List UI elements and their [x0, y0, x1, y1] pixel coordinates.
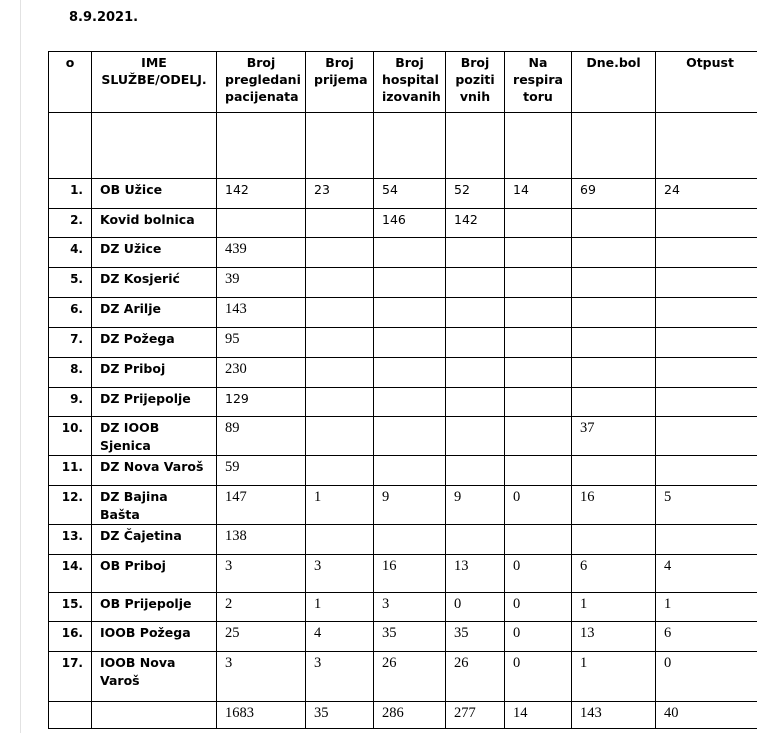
cell-days — [572, 209, 656, 238]
cell-respirator — [505, 456, 572, 486]
cell-admissions — [306, 358, 374, 388]
totals-days: 143 — [572, 702, 656, 729]
cell-examined: 3 — [217, 555, 306, 593]
header-num: o — [49, 52, 92, 113]
cell-hospitalized — [374, 268, 446, 298]
cell-days — [572, 388, 656, 417]
cell-name: DZ Užice — [92, 238, 217, 268]
table-row — [49, 622, 757, 652]
table-row — [49, 209, 757, 238]
cell-hospitalized: 9 — [374, 486, 446, 525]
header-examined: Broj pregledani pacijenata — [217, 52, 306, 113]
cell-days: 69 — [572, 179, 656, 209]
header-row — [49, 52, 757, 113]
totals-hospitalized: 286 — [374, 702, 446, 729]
cell-num: 15. — [49, 593, 92, 622]
cell-num: 6. — [49, 298, 92, 328]
cell-name: DZ Nova Varoš — [92, 456, 217, 486]
table-row — [49, 525, 757, 555]
cell-admissions: 3 — [306, 652, 374, 702]
cell-examined: 129 — [217, 388, 306, 417]
table-row — [49, 268, 757, 298]
cell-name: DZ Čajetina — [92, 525, 217, 555]
cell-num: 2. — [49, 209, 92, 238]
cell-positive — [446, 417, 505, 456]
cell-hospitalized — [374, 358, 446, 388]
cell-respirator: 0 — [505, 622, 572, 652]
cell-positive — [446, 268, 505, 298]
header-days: Dne.bol — [572, 52, 656, 113]
totals-admissions: 35 — [306, 702, 374, 729]
header-admissions: Broj prijema — [306, 52, 374, 113]
cell-discharge — [656, 358, 757, 388]
cell-examined: 95 — [217, 328, 306, 358]
page-margin-line — [20, 0, 21, 733]
cell-hospitalized — [374, 238, 446, 268]
cell-days: 1 — [572, 593, 656, 622]
cell-respirator: 0 — [505, 555, 572, 593]
cell-respirator: 0 — [505, 652, 572, 702]
cell-days — [572, 456, 656, 486]
header-hospitalized: Broj hospital izovanih — [374, 52, 446, 113]
cell-examined: 89 — [217, 417, 306, 456]
cell-examined — [217, 209, 306, 238]
header-discharge: Otpust — [656, 52, 757, 113]
cell-examined: 439 — [217, 238, 306, 268]
blank-cell — [656, 113, 757, 179]
cell-days: 13 — [572, 622, 656, 652]
report-date: 8.9.2021. — [69, 10, 139, 25]
cell-num: 4. — [49, 238, 92, 268]
cell-respirator — [505, 358, 572, 388]
cell-examined: 25 — [217, 622, 306, 652]
cell-num: 16. — [49, 622, 92, 652]
cell-positive: 26 — [446, 652, 505, 702]
table-row — [49, 555, 757, 593]
cell-hospitalized — [374, 456, 446, 486]
cell-name: DZ Bajina Bašta — [92, 486, 217, 525]
cell-admissions — [306, 417, 374, 456]
cell-discharge: 1 — [656, 593, 757, 622]
blank-cell — [92, 113, 217, 179]
cell-respirator — [505, 525, 572, 555]
table-row — [49, 652, 757, 702]
cell-admissions — [306, 328, 374, 358]
cell-discharge — [656, 268, 757, 298]
cell-discharge: 24 — [656, 179, 757, 209]
cell-days — [572, 358, 656, 388]
totals-num — [49, 702, 92, 729]
cell-discharge — [656, 209, 757, 238]
cell-respirator — [505, 417, 572, 456]
cell-days — [572, 268, 656, 298]
table-row — [49, 456, 757, 486]
cell-num: 5. — [49, 268, 92, 298]
header-positive: Broj poziti vnih — [446, 52, 505, 113]
totals-respirator: 14 — [505, 702, 572, 729]
cell-name: IOOB Požega — [92, 622, 217, 652]
cell-hospitalized — [374, 525, 446, 555]
cell-num: 11. — [49, 456, 92, 486]
cell-name: DZ Arilje — [92, 298, 217, 328]
table-row — [49, 417, 757, 456]
blank-cell — [217, 113, 306, 179]
cell-discharge: 4 — [656, 555, 757, 593]
totals-name — [92, 702, 217, 729]
table-row — [49, 486, 757, 525]
cell-respirator: 0 — [505, 486, 572, 525]
blank-cell — [49, 113, 92, 179]
cell-respirator: 0 — [505, 593, 572, 622]
cell-admissions — [306, 298, 374, 328]
totals-row — [49, 702, 757, 729]
blank-cell — [446, 113, 505, 179]
cell-num: 17. — [49, 652, 92, 702]
cell-num: 8. — [49, 358, 92, 388]
cell-respirator — [505, 209, 572, 238]
blank-cell — [572, 113, 656, 179]
blank-cell — [306, 113, 374, 179]
cell-admissions — [306, 388, 374, 417]
cell-num: 7. — [49, 328, 92, 358]
cell-hospitalized — [374, 417, 446, 456]
cell-name: IOOB Nova Varoš — [92, 652, 217, 702]
cell-name: OB Prijepolje — [92, 593, 217, 622]
cell-discharge — [656, 417, 757, 456]
cell-positive — [446, 388, 505, 417]
cell-examined: 230 — [217, 358, 306, 388]
cell-name: DZ Priboj — [92, 358, 217, 388]
cell-positive: 142 — [446, 209, 505, 238]
cell-hospitalized: 26 — [374, 652, 446, 702]
cell-name: Kovid bolnica — [92, 209, 217, 238]
cell-admissions: 1 — [306, 486, 374, 525]
cell-discharge — [656, 328, 757, 358]
table-row — [49, 179, 757, 209]
cell-days: 16 — [572, 486, 656, 525]
cell-name: DZ IOOB Sjenica — [92, 417, 217, 456]
blank-row — [49, 113, 757, 179]
cell-examined: 142 — [217, 179, 306, 209]
cell-days — [572, 238, 656, 268]
cell-num: 14. — [49, 555, 92, 593]
cell-name: DZ Prijepolje — [92, 388, 217, 417]
cell-name: DZ Požega — [92, 328, 217, 358]
cell-hospitalized: 35 — [374, 622, 446, 652]
cell-admissions — [306, 209, 374, 238]
cell-days: 1 — [572, 652, 656, 702]
header-name: IME SLUŽBE/ODELJ. — [92, 52, 217, 113]
cell-discharge: 5 — [656, 486, 757, 525]
cell-discharge — [656, 298, 757, 328]
cell-positive — [446, 238, 505, 268]
cell-positive — [446, 298, 505, 328]
cell-respirator — [505, 328, 572, 358]
cell-hospitalized: 146 — [374, 209, 446, 238]
totals-examined: 1683 — [217, 702, 306, 729]
cell-respirator — [505, 388, 572, 417]
cell-positive — [446, 328, 505, 358]
cell-admissions — [306, 268, 374, 298]
cell-admissions: 4 — [306, 622, 374, 652]
cell-days — [572, 328, 656, 358]
cell-name: OB Užice — [92, 179, 217, 209]
cell-discharge — [656, 238, 757, 268]
cell-admissions — [306, 525, 374, 555]
cell-num: 1. — [49, 179, 92, 209]
cell-positive: 13 — [446, 555, 505, 593]
table-row — [49, 358, 757, 388]
header-respirator: Na respira toru — [505, 52, 572, 113]
table-row — [49, 328, 757, 358]
blank-cell — [505, 113, 572, 179]
cell-positive: 52 — [446, 179, 505, 209]
cell-name: OB Priboj — [92, 555, 217, 593]
cell-hospitalized: 54 — [374, 179, 446, 209]
totals-discharge: 40 — [656, 702, 757, 729]
cell-num: 12. — [49, 486, 92, 525]
cell-admissions: 3 — [306, 555, 374, 593]
cell-admissions — [306, 456, 374, 486]
cell-positive — [446, 358, 505, 388]
cell-hospitalized — [374, 328, 446, 358]
cell-hospitalized: 3 — [374, 593, 446, 622]
cell-respirator — [505, 268, 572, 298]
cell-admissions — [306, 238, 374, 268]
cell-admissions: 1 — [306, 593, 374, 622]
cell-respirator: 14 — [505, 179, 572, 209]
cell-discharge: 0 — [656, 652, 757, 702]
cell-positive: 35 — [446, 622, 505, 652]
cell-name: DZ Kosjerić — [92, 268, 217, 298]
cell-examined: 147 — [217, 486, 306, 525]
cell-positive — [446, 456, 505, 486]
cell-admissions: 23 — [306, 179, 374, 209]
cell-examined: 2 — [217, 593, 306, 622]
cell-respirator — [505, 298, 572, 328]
cell-discharge — [656, 525, 757, 555]
cell-hospitalized: 16 — [374, 555, 446, 593]
cell-num: 9. — [49, 388, 92, 417]
cell-days: 6 — [572, 555, 656, 593]
cell-examined: 138 — [217, 525, 306, 555]
cell-num: 10. — [49, 417, 92, 456]
table-row — [49, 238, 757, 268]
cell-hospitalized — [374, 298, 446, 328]
cell-days — [572, 525, 656, 555]
cell-days — [572, 298, 656, 328]
cell-discharge — [656, 456, 757, 486]
cell-respirator — [505, 238, 572, 268]
cell-hospitalized — [374, 388, 446, 417]
cell-days: 37 — [572, 417, 656, 456]
cell-positive: 0 — [446, 593, 505, 622]
totals-positive: 277 — [446, 702, 505, 729]
cell-examined: 39 — [217, 268, 306, 298]
cell-examined: 3 — [217, 652, 306, 702]
cell-examined: 59 — [217, 456, 306, 486]
cell-examined: 143 — [217, 298, 306, 328]
table-row — [49, 388, 757, 417]
cell-discharge — [656, 388, 757, 417]
cell-positive — [446, 525, 505, 555]
cell-positive: 9 — [446, 486, 505, 525]
cell-num: 13. — [49, 525, 92, 555]
blank-cell — [374, 113, 446, 179]
table-row — [49, 298, 757, 328]
table-row — [49, 593, 757, 622]
cell-discharge: 6 — [656, 622, 757, 652]
report-table — [48, 51, 757, 729]
